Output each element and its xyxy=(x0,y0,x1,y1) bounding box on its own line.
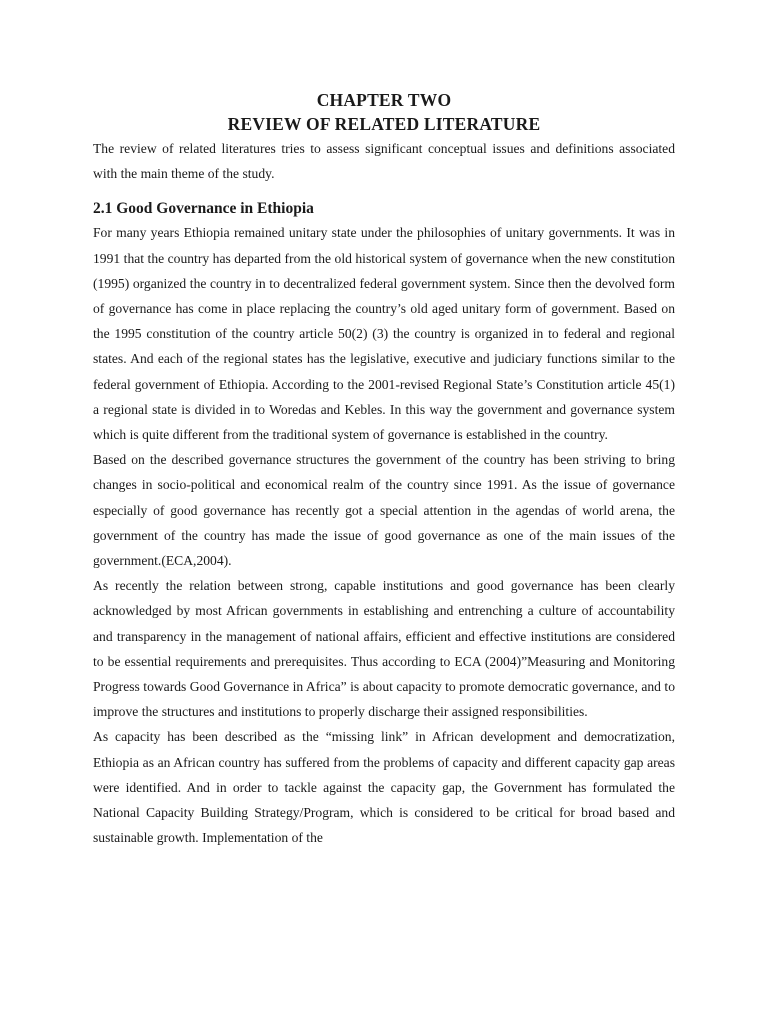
body-paragraph: As capacity has been described as the “missing link” in African development and democratization, Ethiopia as an African country has suffered from the problems of capacity and different capacity gap areas were identified. And in order to tackle against the capacity gap, the Government has formulated the National Capacity Building Strategy/Program, which is considered to be critical for broad based and sustainable growth. Implementation of the xyxy=(93,729,675,846)
body-paragraph: As recently the relation between strong, capable institutions and good governance has been clearly acknowledged by most African governments in establishing and entrenching a culture of accountability and transparency in the management of national affairs, efficient and effective institutions are considered to be essential requirements and prerequisites. Thus according to ECA (2004)”Measuring and Monitoring Progress towards Good Governance in Africa” is about capacity to promote democratic governance, and to improve the structures and institutions to properly discharge their assigned responsibilities. xyxy=(93,578,675,720)
intro-paragraph: The review of related literatures tries to assess significant conceptual issues and definitions associated with the main theme of the study. xyxy=(93,141,675,182)
body-paragraph: For many years Ethiopia remained unitary state under the philosophies of unitary governments. It was in 1991 that the country has departed from the old historical system of governance when the new constitution (1995) organized the country in to decentralized federal government system. Since then the devolved form of governance has come in place replacing the country’s old aged unitary form of government. Based on the 1995 constitution of the country article 50(2) (3) the country is organized in to federal and regional states. And each of the regional states has the legislative, executive and judiciary functions similar to the federal government of Ethiopia. According to the 2001-revised Regional State’s Constitution article 45(1) a regional state is divided in to Woredas and Kebles. In this way the government and governance system which is quite different from the traditional system of governance is established in the country. xyxy=(93,225,675,443)
chapter-title: REVIEW OF RELATED LITERATURE xyxy=(227,114,541,134)
body-paragraph: Based on the described governance structures the government of the country has been striving to bring changes in socio-political and economical realm of the country since 1991. As the issue of governance especially of good governance has recently got a special attention in the agendas of world arena, the government of the country has made the issue of good governance as one of the main issues of the government.(ECA,2004). xyxy=(93,452,675,569)
chapter-number: CHAPTER TWO xyxy=(316,90,452,110)
section-heading: 2.1 Good Governance in Ethiopia xyxy=(93,200,314,218)
document-page xyxy=(93,88,675,850)
